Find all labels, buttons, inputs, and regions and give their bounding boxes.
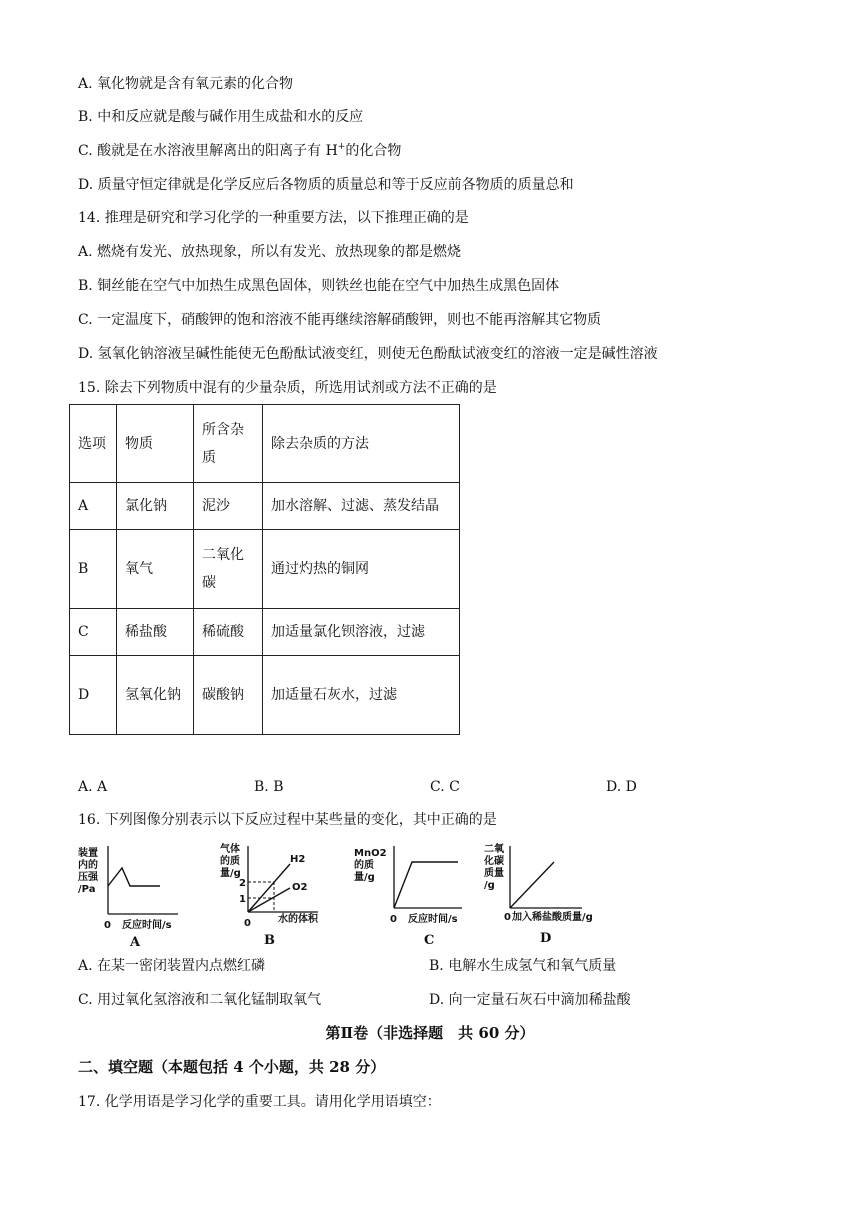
graph-c bbox=[354, 842, 464, 954]
section2-title: 二、填空题（本题包括 4 个小题，共 28 分） bbox=[78, 1058, 386, 1076]
graph-d-svg bbox=[482, 842, 594, 950]
graph-b-svg bbox=[218, 842, 328, 950]
graph-b-ylabel-3: 量/g bbox=[220, 868, 241, 879]
q16-option-d: D. 向一定量石灰石中滴加稀盐酸 bbox=[429, 992, 631, 1008]
graph-b-series-o2: O2 bbox=[292, 882, 308, 893]
graph-c-letter: C bbox=[424, 933, 435, 948]
q14-option-c: C. 一定温度下，硝酸钾的饱和溶液不能再继续溶解硝酸钾，则也不能再溶解其它物质 bbox=[78, 312, 602, 328]
graph-c-xlabel: 反应时间/s bbox=[408, 914, 458, 925]
q15-answer-d: D. D bbox=[606, 779, 637, 795]
graph-a-curve bbox=[108, 868, 160, 886]
graph-a bbox=[76, 842, 186, 954]
graph-b-letter: B bbox=[264, 933, 275, 948]
cell-impurity: 泥沙 bbox=[194, 483, 263, 530]
q14-option-b: B. 铜丝能在空气中加热生成黑色固体，则铁丝也能在空气中加热生成黑色固体 bbox=[78, 278, 560, 294]
table-row bbox=[70, 530, 460, 609]
graph-c-ylabel-3: 量/g bbox=[354, 872, 375, 883]
table-header-row bbox=[70, 405, 460, 483]
graph-b-h2-line bbox=[248, 864, 290, 912]
cell-option: B bbox=[70, 530, 117, 609]
q15-answer-c: C. C bbox=[430, 779, 460, 795]
q13-option-c-superscript: + bbox=[337, 142, 346, 152]
graph-d bbox=[482, 842, 594, 954]
q13-option-d: D. 质量守恒定律就是化学反应后各物质的质量总和等于反应前各物质的质量总和 bbox=[78, 177, 574, 193]
q16-option-b: B. 电解水生成氢气和氧气质量 bbox=[429, 958, 617, 974]
q15-stem: 15. 除去下列物质中混有的少量杂质，所选用试剂或方法不正确的是 bbox=[78, 380, 497, 396]
graph-d-letter: D bbox=[540, 931, 552, 946]
cell-method: 加适量石灰水，过滤 bbox=[263, 656, 460, 735]
graph-d-ylabel-4: /g bbox=[484, 880, 495, 891]
cell-impurity: 稀硫酸 bbox=[194, 609, 263, 656]
graph-c-ylabel-2: 的质 bbox=[354, 860, 374, 871]
q15-table bbox=[69, 404, 460, 735]
cell-option: D bbox=[70, 656, 117, 735]
graph-d-ylabel-2: 化碳 bbox=[484, 856, 504, 867]
q16-option-c: C. 用过氧化氢溶液和二氧化锰制取氧气 bbox=[78, 992, 322, 1008]
q17-stem: 17. 化学用语是学习化学的重要工具。请用化学用语填空： bbox=[78, 1094, 441, 1110]
cell-method: 通过灼热的铜网 bbox=[263, 530, 460, 609]
cell-substance: 稀盐酸 bbox=[117, 609, 194, 656]
q14-stem: 14. 推理是研究和学习化学的一种重要方法，以下推理正确的是 bbox=[78, 210, 469, 226]
cell-impurity: 二氧化碳 bbox=[194, 530, 263, 609]
q13-option-c-tail: 的化合物 bbox=[345, 143, 402, 159]
q13-option-c-text: C. 酸就是在水溶液里解离出的阳离子有 H bbox=[78, 143, 338, 159]
graph-c-curve bbox=[394, 862, 458, 908]
cell-option: C bbox=[70, 609, 117, 656]
cell-impurity: 碳酸钠 bbox=[194, 656, 263, 735]
q16-option-a: A. 在某一密闭装置内点燃红磷 bbox=[78, 958, 266, 974]
cell-method: 加适量氯化钡溶液，过滤 bbox=[263, 609, 460, 656]
q13-option-c bbox=[78, 141, 401, 161]
cell-method: 加水溶解、过滤、蒸发结晶 bbox=[263, 483, 460, 530]
q15-answer-a: A. A bbox=[78, 779, 108, 795]
q14-option-d: D. 氢氧化钠溶液呈碱性能使无色酚酞试液变红，则使无色酚酞试液变红的溶液一定是碱性溶液 bbox=[78, 346, 658, 362]
cell-option: A bbox=[70, 483, 117, 530]
part2-title: 第Ⅱ卷（非选择题 共 60 分） bbox=[325, 1024, 535, 1042]
graph-b-ylabel-2: 的质 bbox=[220, 856, 240, 867]
header-cell-impurity: 所含杂质 bbox=[194, 405, 263, 483]
cell-substance: 氯化钠 bbox=[117, 483, 194, 530]
graph-a-ylabel-3: 压强 bbox=[78, 872, 98, 883]
graph-d-ylabel-1: 二氧 bbox=[484, 844, 504, 855]
q13-option-a: A. 氧化物就是含有氧元素的化合物 bbox=[78, 76, 294, 92]
graph-d-ylabel-3: 质量 bbox=[484, 868, 504, 879]
q16-stem: 16. 下列图像分别表示以下反应过程中某些量的变化，其中正确的是 bbox=[78, 812, 497, 828]
graph-a-svg bbox=[76, 842, 186, 950]
graph-b-tick-2: 2 bbox=[239, 878, 246, 889]
graph-b-ylabel-1: 气体 bbox=[220, 844, 240, 855]
table-row bbox=[70, 483, 460, 530]
cell-substance: 氢氧化钠 bbox=[117, 656, 194, 735]
graph-b bbox=[218, 842, 328, 954]
graph-c-origin: 0 bbox=[390, 914, 397, 925]
header-cell-option: 选项 bbox=[70, 405, 117, 483]
table-row bbox=[70, 656, 460, 735]
graph-b-origin: 0 bbox=[244, 918, 251, 929]
graph-d-line bbox=[510, 862, 554, 908]
graph-b-xlabel: 水的体积 bbox=[278, 914, 318, 925]
graph-a-xlabel: 反应时间/s bbox=[122, 920, 172, 931]
header-cell-substance: 物质 bbox=[117, 405, 194, 483]
q15-answer-b: B. B bbox=[254, 779, 284, 795]
q13-option-b: B. 中和反应就是酸与碱作用生成盐和水的反应 bbox=[78, 109, 364, 125]
header-cell-method: 除去杂质的方法 bbox=[263, 405, 460, 483]
graph-a-ylabel-2: 内的 bbox=[78, 860, 98, 871]
graph-a-ylabel-4: /Pa bbox=[78, 884, 96, 895]
cell-substance: 氧气 bbox=[117, 530, 194, 609]
graph-b-series-h2: H2 bbox=[290, 854, 306, 865]
graph-d-xlabel: 加入稀盐酸质量/g bbox=[512, 912, 593, 923]
graph-c-svg bbox=[354, 842, 464, 950]
graph-b-o2-line bbox=[248, 888, 290, 912]
graph-b-tick-1: 1 bbox=[239, 894, 246, 905]
q14-option-a: A. 燃烧有发光、放热现象，所以有发光、放热现象的都是燃烧 bbox=[78, 244, 462, 260]
graph-a-letter: A bbox=[130, 935, 141, 950]
graph-c-ylabel-1: MnO2 bbox=[354, 848, 387, 859]
graph-d-origin: 0 bbox=[504, 912, 511, 923]
table-row bbox=[70, 609, 460, 656]
graph-a-origin: 0 bbox=[104, 920, 111, 931]
graph-a-ylabel-1: 装置 bbox=[78, 848, 98, 859]
